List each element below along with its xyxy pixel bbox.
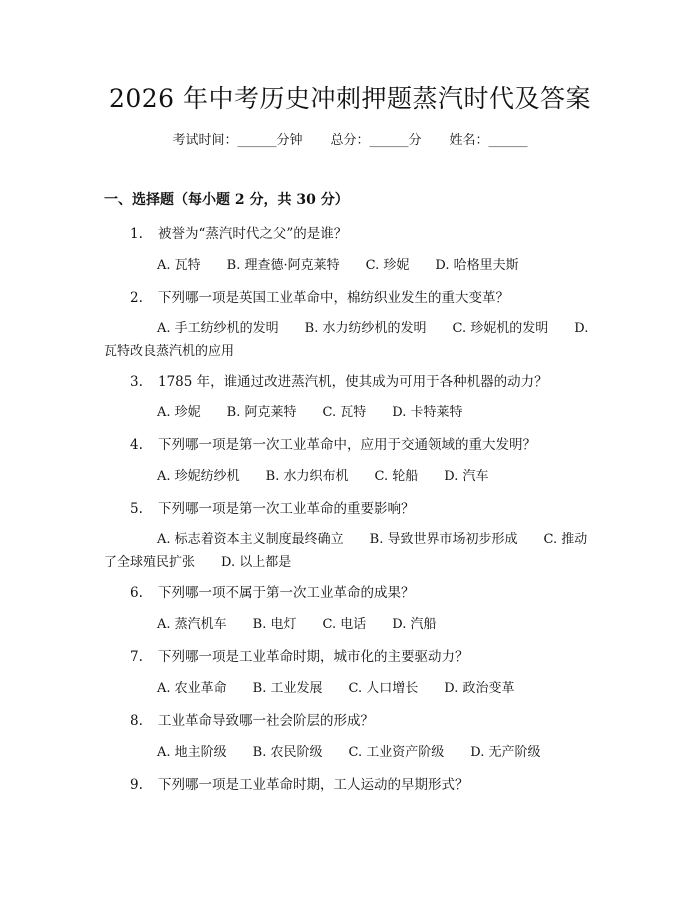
exam-meta xyxy=(0,131,700,151)
option: D. 卡特莱特 xyxy=(392,405,463,420)
student-name-field: 姓名：______ xyxy=(449,133,528,148)
option-row xyxy=(157,467,488,487)
question-stem xyxy=(130,499,415,519)
question-text: 下列哪一项是第一次工业革命中，应用于交通领域的重大发明？ xyxy=(158,437,536,453)
option: B. 工业发展 xyxy=(252,681,323,696)
question-stem xyxy=(130,647,469,667)
total-score-field: 总分：______分 xyxy=(330,133,422,148)
option: B. 理查德·阿克莱特 xyxy=(226,258,340,273)
option: C. 人口增长 xyxy=(348,681,419,696)
question-text: 下列哪一项是英国工业革命中，棉纺织业发生的重大变革？ xyxy=(158,290,509,306)
option: B. 农民阶级 xyxy=(252,745,323,760)
question-text: 1785 年，谁通过改进蒸汽机，使其成为可用于各种机器的动力？ xyxy=(158,374,548,390)
question-number: 6. xyxy=(130,585,143,601)
option-row xyxy=(157,256,519,276)
option: A. 瓦特 xyxy=(157,258,201,273)
option: C. 珍妮机的发明 xyxy=(452,321,549,336)
option: C. 推动了全球殖民扩张 xyxy=(104,532,588,570)
question-number: 3. xyxy=(130,374,143,390)
section-heading: 一、选择题（每小题 2 分，共 30 分） xyxy=(104,192,349,208)
option: D. 汽车 xyxy=(444,469,489,484)
option: B. 水力织布机 xyxy=(265,469,349,484)
option: A. 蒸汽机车 xyxy=(157,617,227,632)
option-row xyxy=(104,317,592,363)
option-row xyxy=(104,528,592,574)
option-row xyxy=(157,403,462,423)
option: A. 手工纺纱机的发明 xyxy=(157,321,279,336)
option: D. 无产阶级 xyxy=(470,745,541,760)
option: B. 阿克莱特 xyxy=(226,405,297,420)
question-stem xyxy=(130,372,548,392)
option-row xyxy=(157,679,514,699)
question-stem xyxy=(130,435,536,455)
option: C. 工业资产阶级 xyxy=(348,745,445,760)
question-stem xyxy=(130,711,374,731)
question-text: 下列哪一项是工业革命时期，工人运动的早期形式？ xyxy=(158,777,469,793)
option: D. 汽船 xyxy=(392,617,437,632)
question-number: 4. xyxy=(130,437,143,453)
option: A. 珍妮纺纱机 xyxy=(157,469,240,484)
question-number: 8. xyxy=(130,713,143,729)
option: D. 瓦特改良蒸汽机的应用 xyxy=(104,321,589,359)
question-text: 下列哪一项是工业革命时期，城市化的主要驱动力？ xyxy=(158,649,469,665)
option: C. 珍妮 xyxy=(365,258,410,273)
question-number: 1. xyxy=(130,226,143,242)
option: D. 政治变革 xyxy=(444,681,515,696)
question-stem xyxy=(130,224,347,244)
option: B. 水力纺纱机的发明 xyxy=(304,321,427,336)
question-number: 2. xyxy=(130,290,143,306)
option-row xyxy=(157,743,540,763)
option: D. 哈格里夫斯 xyxy=(435,258,519,273)
option: A. 标志着资本主义制度最终确立 xyxy=(157,532,344,547)
question-number: 5. xyxy=(130,501,143,517)
option: D. 以上都是 xyxy=(221,555,292,570)
question-stem xyxy=(130,775,469,795)
question-stem xyxy=(130,583,415,603)
page-title: 2026 年中考历史冲刺押题蒸汽时代及答案 xyxy=(108,84,592,113)
option: B. 电灯 xyxy=(252,617,297,632)
option: A. 地主阶级 xyxy=(157,745,227,760)
option: A. 农业革命 xyxy=(157,681,227,696)
question-text: 被誉为“蒸汽时代之父”的是谁？ xyxy=(158,226,348,242)
option: C. 电话 xyxy=(322,617,367,632)
option-row xyxy=(157,615,436,635)
question-number: 9. xyxy=(130,777,143,793)
question-stem xyxy=(130,288,509,308)
question-text: 下列哪一项是第一次工业革命的重要影响？ xyxy=(158,501,415,517)
option: B. 导致世界市场初步形成 xyxy=(369,532,518,547)
option: A. 珍妮 xyxy=(157,405,201,420)
question-text: 工业革命导致哪一社会阶层的形成？ xyxy=(158,713,374,729)
option: C. 轮船 xyxy=(374,469,419,484)
option: C. 瓦特 xyxy=(322,405,367,420)
question-number: 7. xyxy=(130,649,143,665)
question-text: 下列哪一项不属于第一次工业革命的成果？ xyxy=(158,585,415,601)
exam-time-field: 考试时间：______分钟 xyxy=(172,133,303,148)
